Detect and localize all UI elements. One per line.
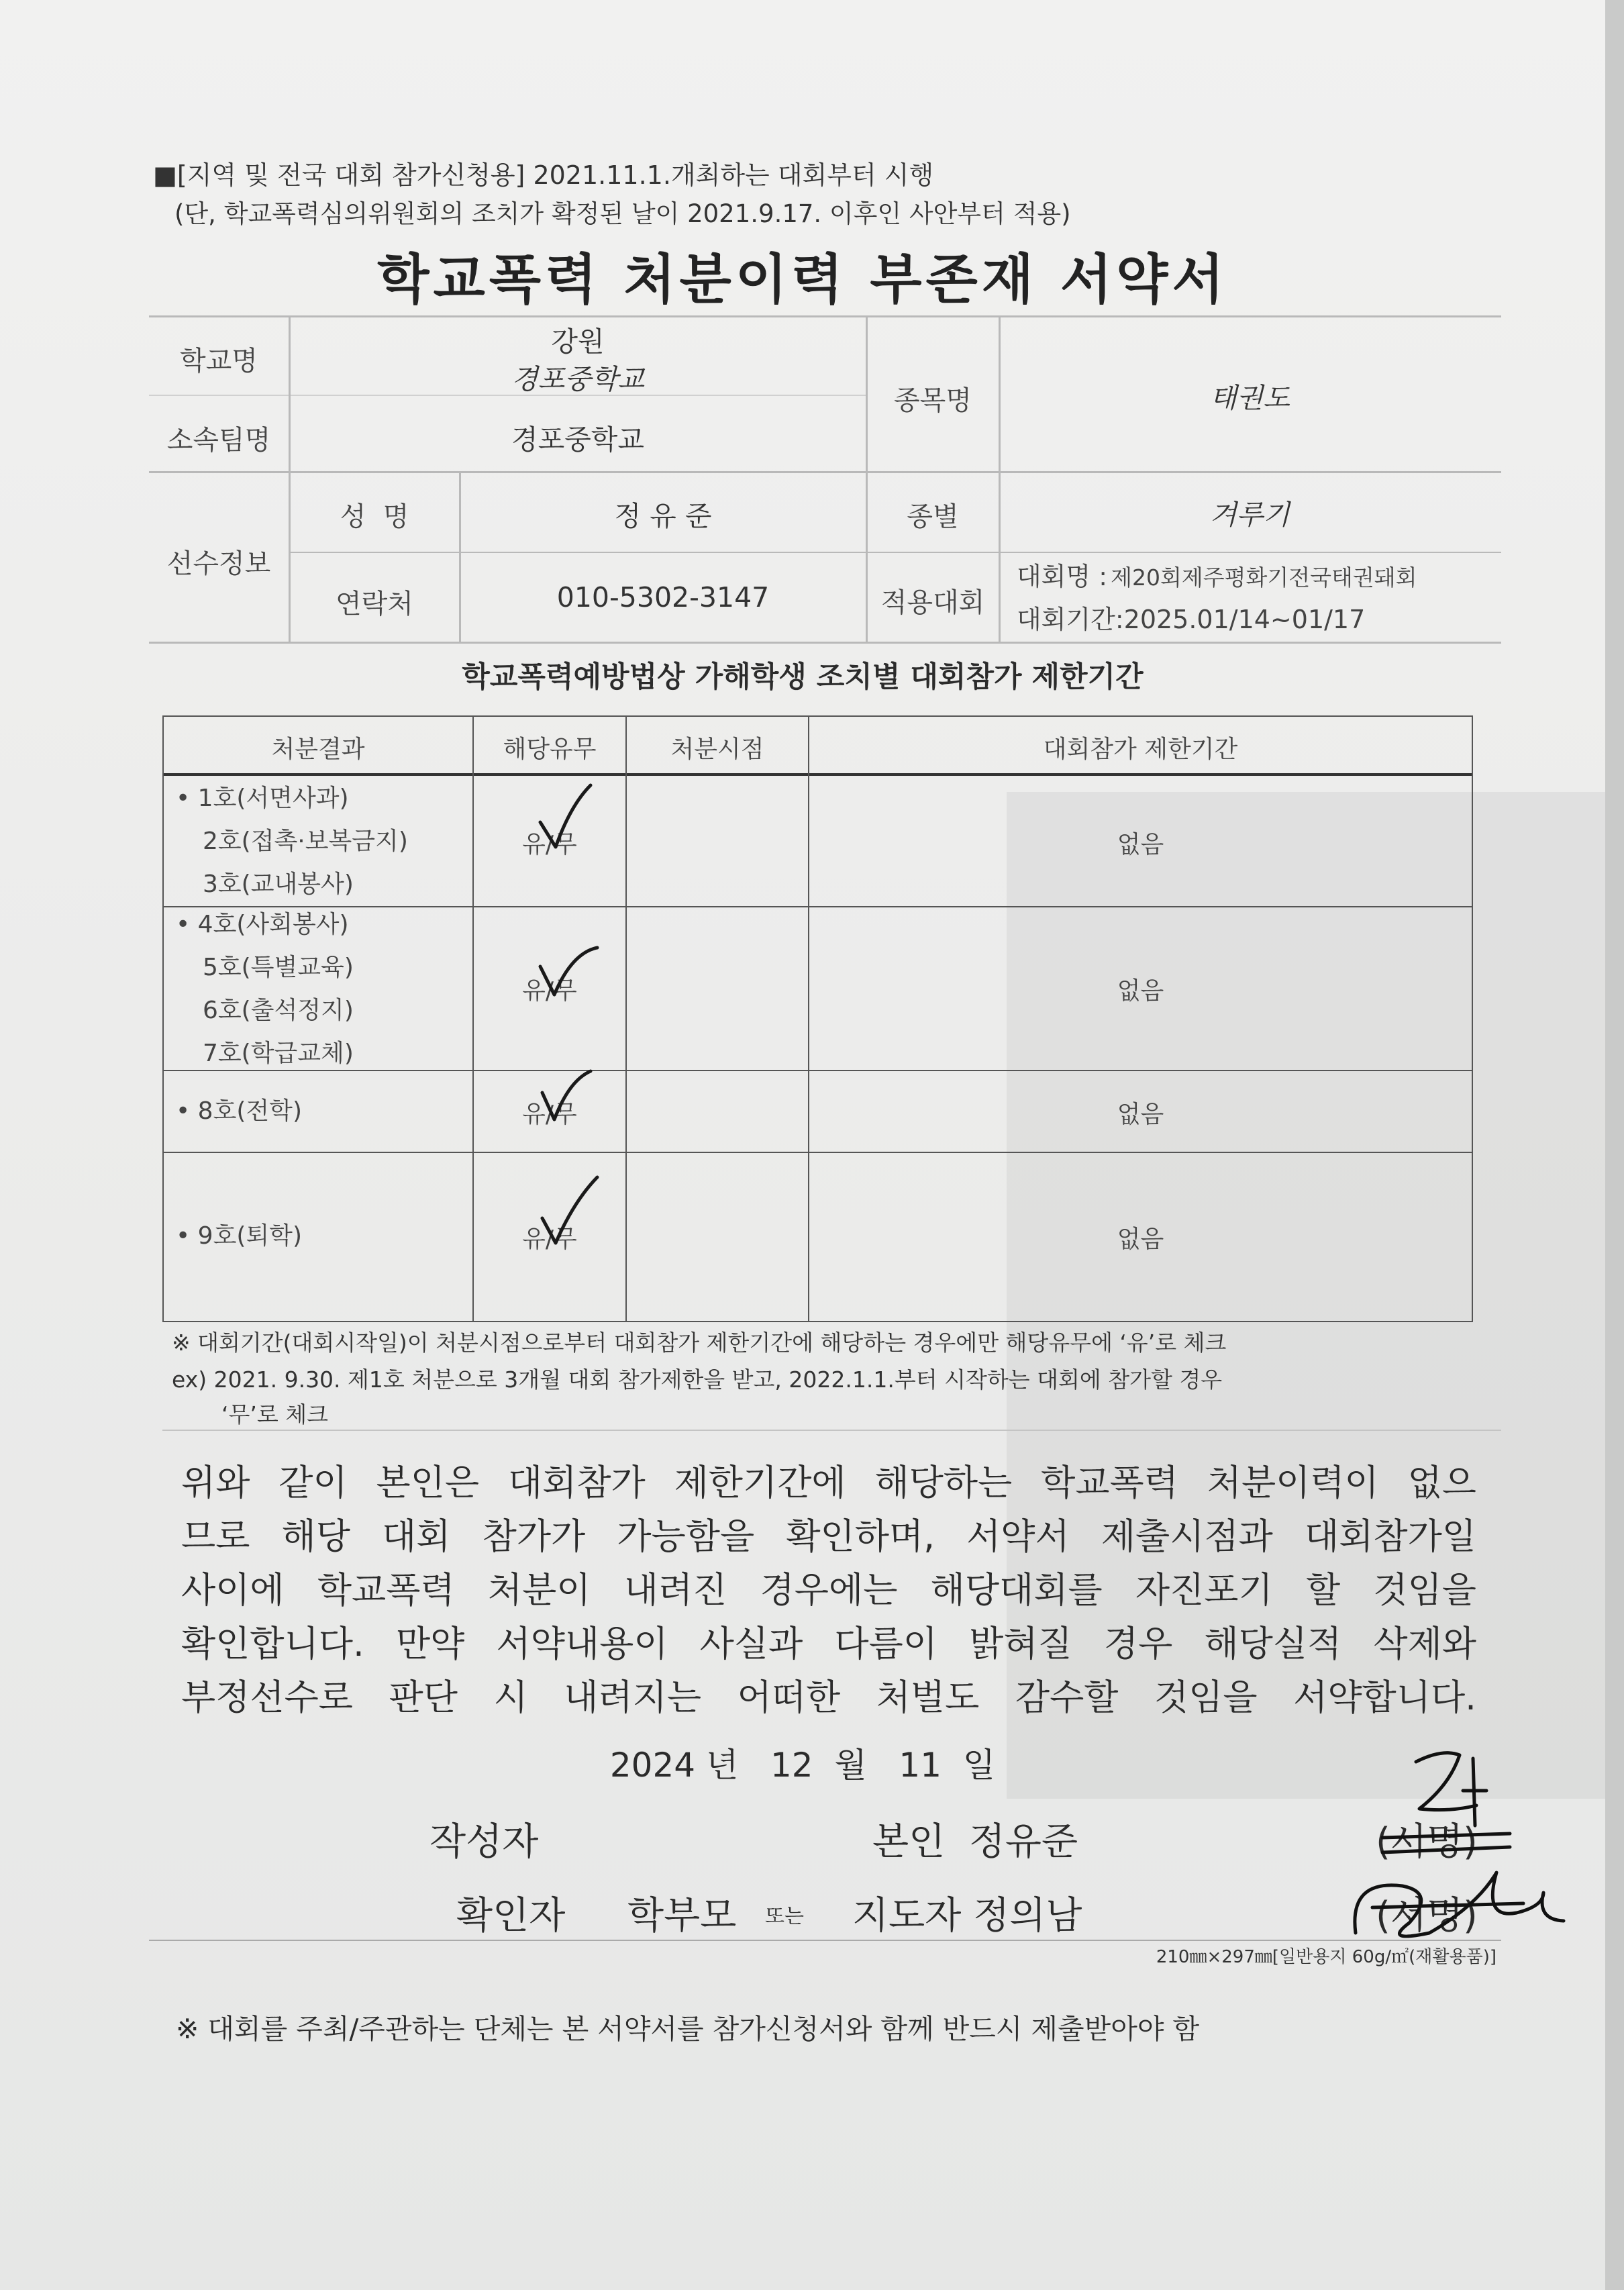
sanction-item: • 8호(전학) xyxy=(176,1097,302,1125)
confirmer-label: 확인자 xyxy=(456,1894,566,1938)
sanction-item: • 9호(퇴학) xyxy=(176,1222,302,1250)
applicable-yes-no: 유/무 xyxy=(522,831,577,858)
document-title: 학교폭력 처분이력 부존재 서약서 xyxy=(377,248,1228,311)
writer-sign-label: (서명) xyxy=(1376,1820,1478,1864)
team-label: 소속팀명 xyxy=(166,425,271,456)
pledge-line: 부정선수로 판단 시 내려지는 어떠한 처벌도 감수할 것임을 서약합니다. xyxy=(181,1677,1476,1718)
date-line: 2024 년 12 월 11 일 xyxy=(609,1746,996,1785)
competition-name-value: 제20회제주평화기전국태권돼회 xyxy=(1111,564,1417,591)
bottom-rule xyxy=(149,1940,1501,1941)
limit-value: 없음 xyxy=(1117,831,1164,858)
event-value: 태권도 xyxy=(1210,382,1290,414)
pledge-line: 사이에 학교폭력 처분이 내려진 경우에는 해당대회를 자진포기 할 것임을 xyxy=(181,1570,1476,1611)
school-name: 경포중학교 xyxy=(511,363,645,395)
col-header-limit: 대회참가 제한기간 xyxy=(1043,736,1238,763)
applied-competition-label: 적용대회 xyxy=(880,587,985,618)
competition-period-label: 대회기간: xyxy=(1017,605,1124,634)
pledge-line: 확인합니다. 만약 서약내용이 사실과 다름이 밝혀질 경우 해당실적 삭제와 xyxy=(181,1624,1476,1664)
sanction-item: 6호(출석정지) xyxy=(203,997,354,1024)
pledge-line: 위와 같이 본인은 대회참가 제한기간에 해당하는 학교폭력 처분이력이 없으 xyxy=(181,1462,1476,1503)
sanction-item: • 4호(사회봉사) xyxy=(176,911,349,938)
signature-icon xyxy=(1416,1753,1486,1826)
header-line-2: (단, 학교폭력심의위원회의 조치가 확정된 날이 2021.9.17. 이후인 사안부터 적용) xyxy=(174,199,1071,228)
sanction-item: • 1호(서면사과) xyxy=(176,785,349,812)
note-line-1: ※ 대회기간(대회시작일)이 처분시점으로부터 대회참가 제한기간에 해당하는 경우에만 해당유무에 ‘유’로 체크 xyxy=(172,1330,1227,1356)
note-line-3: ‘무’로 체크 xyxy=(221,1401,328,1428)
header-line-1: ■[지역 및 전국 대회 참가신청용] 2021.11.1.개최하는 대회부터 시행 xyxy=(153,160,934,190)
competition-name-label: 대회명 : xyxy=(1017,562,1108,591)
signature-strike-icon xyxy=(1372,1903,1523,1907)
limit-value: 없음 xyxy=(1117,977,1164,1005)
signature-strike-icon xyxy=(1382,1834,1510,1852)
confirmer-sign-label: (서명) xyxy=(1376,1894,1478,1938)
col-header-result: 처분결과 xyxy=(271,736,365,763)
school-region: 강원 xyxy=(551,326,605,358)
note-line-2: ex) 2021. 9.30. 제1호 처분으로 3개월 대회 참가제한을 받고, 2022.1.1.부터 시작하는 대회에 참가할 경우 xyxy=(172,1366,1223,1393)
sanction-item: 5호(특별교육) xyxy=(203,954,354,981)
applicable-yes-no: 유/무 xyxy=(522,977,577,1005)
limit-value: 없음 xyxy=(1117,1101,1164,1128)
sanction-item: 2호(접촉·보복금지) xyxy=(203,828,408,855)
pledge-line: 므로 해당 대회 참가가 가능함을 확인하며, 서약서 제출시점과 대회참가일 xyxy=(181,1516,1476,1557)
applicable-yes-no: 유/무 xyxy=(522,1226,577,1253)
or-text: 또는 xyxy=(765,1905,804,1928)
name-value: 정 유 준 xyxy=(614,500,712,532)
col-header-time: 처분시점 xyxy=(670,736,764,763)
applicable-yes-no: 유/무 xyxy=(522,1101,577,1128)
confirmer-parent: 학부모 xyxy=(627,1894,737,1938)
contact-value: 010-5302-3147 xyxy=(556,581,770,613)
confirmer-value: 지도자 정의남 xyxy=(852,1894,1082,1938)
contact-label: 연락처 xyxy=(336,589,413,619)
name-label: 성 명 xyxy=(340,501,409,532)
section-title: 학교폭력예방법상 가해학생 조치별 대회참가 제한기간 xyxy=(462,660,1144,694)
footnote: ※ 대회를 주최/주관하는 단체는 본 서약서를 참가신청서와 함께 반드시 제출받아야 함 xyxy=(176,2013,1200,2045)
col-header-applicable: 해당유무 xyxy=(503,736,597,763)
sanction-item: 3호(교내봉사) xyxy=(203,870,354,898)
competition-period-value: 2025.01/14~01/17 xyxy=(1123,605,1366,634)
category-label: 종별 xyxy=(907,501,959,532)
writer-value: 본인 정유준 xyxy=(872,1820,1078,1864)
category-value: 겨루기 xyxy=(1210,499,1290,531)
event-label: 종목명 xyxy=(894,385,972,416)
school-label: 학교명 xyxy=(180,346,258,377)
team-value: 경포중학교 xyxy=(511,424,645,456)
limit-value: 없음 xyxy=(1117,1226,1164,1253)
sanction-item: 7호(학급교체) xyxy=(203,1040,354,1067)
writer-label: 작성자 xyxy=(429,1820,539,1864)
paper-spec: 210㎜×297㎜[일반용지 60g/㎡(재활용품)] xyxy=(1156,1947,1496,1967)
athlete-label: 선수정보 xyxy=(166,548,271,579)
